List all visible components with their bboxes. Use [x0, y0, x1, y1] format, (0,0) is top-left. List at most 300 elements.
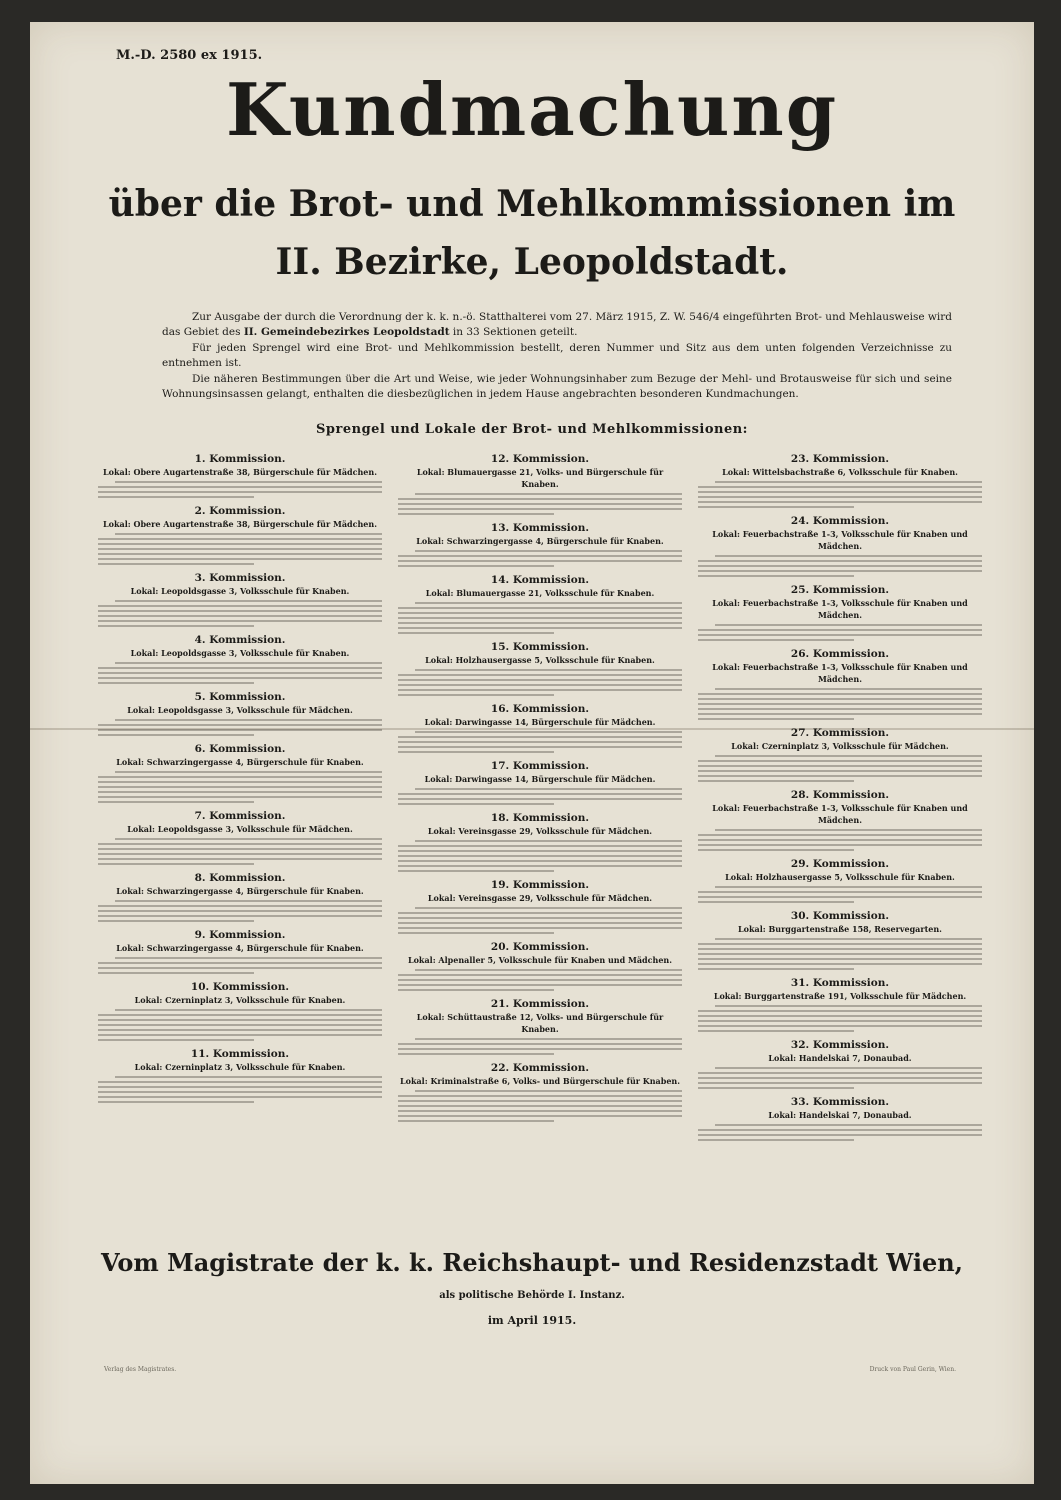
fine-print-street-list: [698, 555, 982, 577]
fine-print-line: [698, 1025, 982, 1027]
commission-location: Lokal: Schwarzingergasse 4, Bürgerschule für Knaben.: [116, 886, 364, 896]
fine-print-line: [715, 688, 982, 690]
commission-entry: [98, 980, 382, 1041]
fine-print-line: [98, 1081, 382, 1083]
fine-print-line: [398, 850, 682, 852]
fine-print-street-list: [98, 838, 382, 865]
fine-print-line: [698, 1129, 982, 1131]
fine-print-line: [98, 905, 382, 907]
commission-location: Lokal: Darwingasse 14, Bürgerschule für Mädchen.: [424, 717, 656, 727]
fine-print-line: [698, 1134, 982, 1136]
fine-print-line: [98, 672, 382, 674]
fine-print-line: [398, 865, 682, 867]
fine-print-line: [98, 786, 382, 788]
commission-location: Lokal: Leopoldsgasse 3, Volksschule für Mädchen.: [127, 824, 353, 834]
fine-print-street-list: [698, 1067, 982, 1089]
fine-print-line: [698, 849, 854, 851]
fine-print-line: [698, 1139, 854, 1141]
commission-entry: [698, 1038, 982, 1089]
fine-print-line: [398, 513, 554, 515]
fine-print-line: [698, 891, 982, 893]
fine-print-line: [398, 674, 682, 676]
district-name: II. Gemeindebezirkes Leopoldstadt: [243, 326, 450, 338]
fine-print-street-list: [398, 1038, 682, 1055]
commission-heading: 20. Kommission.: [490, 941, 590, 953]
commission-heading: 6. Kommission.: [194, 743, 286, 755]
fine-print-line: [98, 553, 382, 555]
commission-location: Lokal: Czerninplatz 3, Volksschule für Mädchen.: [731, 741, 949, 751]
fine-print-line: [398, 870, 554, 872]
fine-print-line: [398, 917, 682, 919]
fine-print-line: [715, 624, 982, 626]
fine-print-street-list: [398, 840, 682, 872]
fine-print-line: [98, 625, 254, 627]
commission-heading: 11. Kommission.: [190, 1048, 290, 1060]
commission-location: Lokal: Feuerbachstraße 1-3, Volksschule für Knaben und Mädchen.: [712, 662, 968, 684]
fine-print-line: [98, 543, 382, 545]
fine-print-street-list: [98, 1009, 382, 1041]
commission-heading: 30. Kommission.: [790, 910, 890, 922]
fine-print-line: [715, 886, 982, 888]
fine-print-street-list: [398, 788, 682, 805]
commission-entry: [98, 690, 382, 736]
fine-print-line: [98, 920, 254, 922]
commission-entry: [398, 1061, 682, 1122]
commission-entry: [698, 583, 982, 641]
commission-heading: 26. Kommission.: [790, 648, 890, 660]
commission-heading: 33. Kommission.: [790, 1096, 890, 1108]
commission-location: Lokal: Burggartenstraße 158, Reservegarten.: [738, 924, 942, 934]
commission-entry: [98, 452, 382, 498]
fine-print-line: [115, 838, 382, 840]
fine-print-street-list: [398, 669, 682, 696]
commission-heading: 5. Kommission.: [194, 691, 286, 703]
fine-print-line: [398, 927, 682, 929]
fine-print-line: [415, 1090, 682, 1092]
fine-print-line: [398, 508, 682, 510]
commission-heading: 27. Kommission.: [790, 727, 890, 739]
commission-entry: [698, 857, 982, 903]
fine-print-line: [698, 896, 982, 898]
fine-print-line: [98, 1096, 382, 1098]
commission-location: Lokal: Vereinsgasse 29, Volksschule für Mädchen.: [427, 893, 653, 903]
fine-print-line: [698, 575, 854, 577]
fine-print-street-list: [698, 1005, 982, 1032]
commission-entry: [98, 1047, 382, 1103]
fine-print-line: [698, 968, 854, 970]
commission-location: Lokal: Schwarzingergasse 4, Bürgerschule für Knaben.: [116, 943, 364, 953]
fine-print-line: [698, 1077, 982, 1079]
fine-print-line: [98, 677, 382, 679]
commission-entry: [98, 633, 382, 684]
commission-entry: [398, 811, 682, 872]
fine-print-line: [698, 948, 982, 950]
page-subtitle-line2: II. Bezirke, Leopoldstadt.: [275, 241, 789, 283]
commission-entry: [398, 940, 682, 991]
fine-print-line: [398, 932, 554, 934]
fine-print-line: [98, 1086, 382, 1088]
fine-print-line: [698, 1015, 982, 1017]
fine-print-line: [98, 843, 382, 845]
fine-print-line: [398, 607, 682, 609]
fine-print-line: [398, 860, 682, 862]
fine-print-street-list: [98, 771, 382, 803]
fine-print-line: [115, 957, 382, 959]
fine-print-line: [115, 719, 382, 721]
commission-entry: [698, 788, 982, 851]
reference-number: M.-D. 2580 ex 1915.: [116, 48, 263, 63]
commission-entry: [698, 452, 982, 508]
issue-date: im April 1915.: [487, 1314, 577, 1327]
commission-entry: [398, 640, 682, 696]
fine-print-line: [415, 907, 682, 909]
commission-entry: [698, 1095, 982, 1141]
fine-print-line: [715, 755, 982, 757]
fine-print-line: [698, 718, 854, 720]
fine-print-line: [398, 560, 682, 562]
fine-print-line: [398, 912, 682, 914]
fine-print-street-list: [98, 533, 382, 565]
fine-print-line: [98, 915, 382, 917]
fine-print-line: [698, 491, 982, 493]
commission-location: Lokal: Blumauergasse 21, Volksschule für Knaben.: [425, 588, 655, 598]
fine-print-line: [398, 1120, 554, 1122]
commission-location: Lokal: Feuerbachstraße 1-3, Volksschule für Knaben und Mädchen.: [712, 803, 968, 825]
fine-print-line: [398, 684, 682, 686]
fine-print-street-list: [698, 938, 982, 970]
fine-print-line: [398, 793, 682, 795]
fine-print-line: [115, 1076, 382, 1078]
fine-print-line: [698, 1072, 982, 1074]
commission-location: Lokal: Holzhausergasse 5, Volksschule für Knaben.: [725, 872, 955, 882]
fine-print-street-list: [698, 688, 982, 720]
commission-location: Lokal: Schüttaustraße 12, Volks- und Bürgerschule für Knaben.: [416, 1012, 664, 1034]
fine-print-line: [398, 1100, 682, 1102]
fine-print-line: [698, 1087, 854, 1089]
commission-location: Lokal: Handelskai 7, Donaubad.: [768, 1110, 912, 1120]
fine-print-line: [98, 620, 382, 622]
fine-print-line: [698, 698, 982, 700]
commission-heading: 28. Kommission.: [790, 789, 890, 801]
page-title: Kundmachung: [225, 67, 839, 152]
commission-location: Lokal: Alpenaller 5, Volksschule für Knaben und Mädchen.: [407, 955, 673, 965]
fine-print-line: [698, 634, 982, 636]
commission-heading: 25. Kommission.: [790, 584, 890, 596]
fine-print-line: [98, 729, 382, 731]
fine-print-line: [698, 943, 982, 945]
fine-print-line: [98, 910, 382, 912]
commission-heading: 21. Kommission.: [490, 998, 590, 1010]
fine-print-street-list: [98, 600, 382, 627]
fine-print-line: [415, 1038, 682, 1040]
commission-entry: [398, 878, 682, 934]
commission-heading: 1. Kommission.: [194, 453, 286, 465]
poster-sheet: [30, 22, 1034, 1484]
commission-location: Lokal: Darwingasse 14, Bürgerschule für Mädchen.: [424, 774, 656, 784]
commission-entry: [98, 809, 382, 865]
commission-entry: [698, 726, 982, 782]
commission-location: Lokal: Obere Augartenstraße 38, Bürgerschule für Mädchen.: [103, 519, 377, 529]
fine-print-line: [698, 963, 982, 965]
fine-print-line: [698, 501, 982, 503]
fine-print-line: [698, 760, 982, 762]
commission-entry: [698, 514, 982, 577]
commission-heading: 3. Kommission.: [194, 572, 286, 584]
fine-print-line: [98, 863, 254, 865]
authority-line: als politische Behörde I. Instanz.: [439, 1290, 625, 1301]
commission-heading: 9. Kommission.: [194, 929, 286, 941]
commission-entry: [98, 928, 382, 974]
fine-print-line: [98, 967, 382, 969]
commission-location: Lokal: Kriminalstraße 6, Volks- und Bürgerschule für Knaben.: [399, 1076, 681, 1086]
fine-print-line: [698, 496, 982, 498]
commission-location: Lokal: Burggartenstraße 191, Volksschule für Mädchen.: [713, 991, 967, 1001]
commission-location: Lokal: Vereinsgasse 29, Volksschule für Mädchen.: [427, 826, 653, 836]
commission-entry: [98, 871, 382, 922]
fine-print-street-list: [698, 1124, 982, 1141]
fine-print-line: [398, 751, 554, 753]
fine-print-line: [98, 605, 382, 607]
fine-print-street-list: [98, 1076, 382, 1103]
intro-text: [162, 310, 952, 403]
commission-location: Lokal: Schwarzingergasse 4, Bürgerschule für Knaben.: [416, 536, 664, 546]
commission-entry: [398, 702, 682, 753]
fine-print-line: [115, 533, 382, 535]
fine-print-line: [398, 845, 682, 847]
commission-heading: 14. Kommission.: [490, 574, 590, 586]
fine-print-line: [698, 486, 982, 488]
commission-location: Lokal: Czerninplatz 3, Volksschule für Knaben.: [134, 1062, 346, 1072]
fine-print-line: [98, 734, 254, 736]
fine-print-line: [698, 1010, 982, 1012]
fine-print-line: [98, 858, 382, 860]
commission-entry: [398, 759, 682, 805]
commission-heading: 13. Kommission.: [490, 522, 590, 534]
fine-print-line: [715, 829, 982, 831]
fine-print-line: [398, 503, 682, 505]
commission-heading: 32. Kommission.: [790, 1039, 890, 1051]
commission-heading: 19. Kommission.: [490, 879, 590, 891]
fine-print-street-list: [398, 550, 682, 567]
fine-print-street-list: [398, 969, 682, 991]
commission-entry: [398, 521, 682, 567]
imprint-left: Verlag des Magistrates.: [104, 1366, 177, 1373]
fine-print-line: [698, 693, 982, 695]
fine-print-street-list: [698, 624, 982, 641]
commission-heading: 16. Kommission.: [490, 703, 590, 715]
fine-print-line: [398, 803, 554, 805]
fine-print-line: [398, 565, 554, 567]
fine-print-line: [415, 731, 682, 733]
commission-location: Lokal: Leopoldsgasse 3, Volksschule für Mädchen.: [127, 705, 353, 715]
fine-print-line: [398, 555, 682, 557]
commission-entry: [698, 909, 982, 970]
fine-print-line: [698, 570, 982, 572]
commission-location: Lokal: Blumauergasse 21, Volks- und Bürgerschule für Knaben.: [416, 467, 664, 489]
commission-location: Lokal: Schwarzingergasse 4, Bürgerschule für Knaben.: [116, 757, 364, 767]
fine-print-line: [98, 853, 382, 855]
commission-heading: 8. Kommission.: [194, 872, 286, 884]
fine-print-line: [398, 679, 682, 681]
fine-print-line: [398, 1043, 682, 1045]
page-subtitle-line1: über die Brot- und Mehlkommissionen im: [108, 183, 956, 225]
fine-print-line: [715, 481, 982, 483]
fine-print-line: [698, 839, 982, 841]
commission-entry: [698, 647, 982, 720]
fine-print-line: [98, 486, 382, 488]
fine-print-street-list: [398, 731, 682, 753]
fine-print-line: [415, 969, 682, 971]
fine-print-line: [98, 682, 254, 684]
commission-entry: [398, 452, 682, 515]
commission-location: Lokal: Wittelsbachstraße 6, Volksschule für Knaben.: [722, 467, 958, 477]
fine-print-line: [398, 1095, 682, 1097]
commission-entry: [398, 573, 682, 634]
fine-print-line: [698, 765, 982, 767]
fine-print-line: [415, 788, 682, 790]
fine-print-line: [698, 775, 982, 777]
fine-print-line: [698, 506, 854, 508]
fine-print-line: [715, 1067, 982, 1069]
fine-print-line: [398, 1053, 554, 1055]
fine-print-line: [398, 855, 682, 857]
fine-print-line: [698, 834, 982, 836]
intro-paragraph-2: Für jeden Sprengel wird eine Brot- und Mehlkommission bestellt, deren Nummer und Sitz aus dem unten folgenden Verzeichnisse zu entnehmen ist.: [162, 342, 952, 369]
commission-entry: [98, 571, 382, 627]
fine-print-line: [98, 1019, 382, 1021]
commission-heading: 18. Kommission.: [490, 812, 590, 824]
list-heading: Sprengel und Lokale der Brot- und Mehlkommissionen:: [316, 422, 748, 437]
fine-print-street-list: [698, 886, 982, 903]
fine-print-line: [98, 610, 382, 612]
fine-print-line: [398, 974, 682, 976]
fine-print-line: [98, 962, 382, 964]
fine-print-line: [398, 746, 682, 748]
fine-print-street-list: [398, 907, 682, 934]
fine-print-line: [98, 558, 382, 560]
fine-print-line: [115, 662, 382, 664]
fine-print-street-list: [698, 481, 982, 508]
fine-print-line: [398, 612, 682, 614]
fine-print-line: [398, 741, 682, 743]
commission-heading: 17. Kommission.: [490, 760, 590, 772]
fine-print-street-list: [98, 957, 382, 974]
fine-print-line: [98, 548, 382, 550]
commission-heading: 24. Kommission.: [790, 515, 890, 527]
fine-print-line: [98, 724, 382, 726]
commission-location: Lokal: Leopoldsgasse 3, Volksschule für Knaben.: [130, 586, 350, 596]
commission-heading: 15. Kommission.: [490, 641, 590, 653]
commission-heading: 10. Kommission.: [190, 981, 290, 993]
fine-print-line: [715, 1005, 982, 1007]
commission-column-3: [698, 452, 982, 1230]
fine-print-line: [398, 1115, 682, 1117]
fine-print-line: [115, 900, 382, 902]
imprint-right: Druck von Paul Gerin, Wien.: [869, 1366, 956, 1373]
fine-print-street-list: [98, 662, 382, 684]
fine-print-line: [98, 1039, 254, 1041]
fine-print-line: [98, 491, 382, 493]
fine-print-line: [98, 538, 382, 540]
fine-print-line: [98, 781, 382, 783]
fine-print-line: [398, 689, 682, 691]
intro-paragraph-1: Zur Ausgabe der durch die Verordnung der k. k. n.-ö. Statthalterei vom 27. März 1915, Z. W. 546/4 eingeführten Brot- und Mehlausweise wird das Gebiet des II. Gemeindebezirkes Leopoldstadt in 33 Sektionen geteilt.: [162, 311, 952, 338]
commission-location: Lokal: Leopoldsgasse 3, Volksschule für Knaben.: [130, 648, 350, 658]
commission-column-2: [398, 452, 682, 1230]
fine-print-line: [98, 667, 382, 669]
fine-print-line: [698, 560, 982, 562]
fine-print-street-list: [98, 719, 382, 736]
fine-print-line: [115, 1009, 382, 1011]
commission-entry: [398, 997, 682, 1055]
fine-print-street-list: [398, 1090, 682, 1122]
commission-location: Lokal: Obere Augartenstraße 38, Bürgerschule für Mädchen.: [103, 467, 377, 477]
fine-print-street-list: [398, 493, 682, 515]
fine-print-line: [698, 953, 982, 955]
fine-print-line: [698, 703, 982, 705]
commission-heading: 12. Kommission.: [490, 453, 590, 465]
fine-print-line: [98, 496, 254, 498]
fine-print-line: [115, 771, 382, 773]
commission-location: Lokal: Feuerbachstraße 1-3, Volksschule für Knaben und Mädchen.: [712, 598, 968, 620]
fine-print-line: [715, 555, 982, 557]
fine-print-line: [98, 848, 382, 850]
fine-print-line: [415, 493, 682, 495]
commission-location: Lokal: Handelskai 7, Donaubad.: [768, 1053, 912, 1063]
fine-print-line: [698, 958, 982, 960]
fine-print-line: [398, 1048, 682, 1050]
fine-print-line: [98, 801, 254, 803]
fine-print-line: [98, 1024, 382, 1026]
fine-print-line: [698, 629, 982, 631]
issuer-line: Vom Magistrate der k. k. Reichshaupt- und Residenzstadt Wien,: [100, 1248, 964, 1277]
fine-print-line: [115, 481, 382, 483]
fine-print-line: [415, 840, 682, 842]
fine-print-line: [415, 669, 682, 671]
fine-print-line: [398, 1105, 682, 1107]
fine-print-line: [698, 901, 854, 903]
fine-print-line: [698, 1082, 982, 1084]
fine-print-line: [398, 1110, 682, 1112]
commission-location: Lokal: Czerninplatz 3, Volksschule für Knaben.: [134, 995, 346, 1005]
commission-heading: 22. Kommission.: [490, 1062, 590, 1074]
commission-heading: 2. Kommission.: [194, 505, 286, 517]
commission-heading: 29. Kommission.: [790, 858, 890, 870]
fine-print-line: [98, 1101, 254, 1103]
fine-print-line: [715, 938, 982, 940]
fine-print-line: [398, 922, 682, 924]
fine-print-line: [698, 844, 982, 846]
commission-location: Lokal: Feuerbachstraße 1-3, Volksschule für Knaben und Mädchen.: [712, 529, 968, 551]
fine-print-street-list: [698, 829, 982, 851]
commission-heading: 31. Kommission.: [790, 977, 890, 989]
commission-heading: 23. Kommission.: [790, 453, 890, 465]
fine-print-line: [98, 563, 254, 565]
fine-print-line: [98, 1091, 382, 1093]
commission-column-1: [98, 452, 382, 1230]
fine-print-line: [98, 1034, 382, 1036]
fine-print-line: [398, 736, 682, 738]
fine-print-line: [98, 972, 254, 974]
fine-print-line: [698, 1020, 982, 1022]
commission-entry: [98, 742, 382, 803]
fine-print-line: [398, 798, 682, 800]
fine-print-line: [98, 1014, 382, 1016]
fine-print-street-list: [398, 602, 682, 634]
fine-print-line: [398, 989, 554, 991]
fine-print-line: [698, 565, 982, 567]
fine-print-line: [98, 796, 382, 798]
